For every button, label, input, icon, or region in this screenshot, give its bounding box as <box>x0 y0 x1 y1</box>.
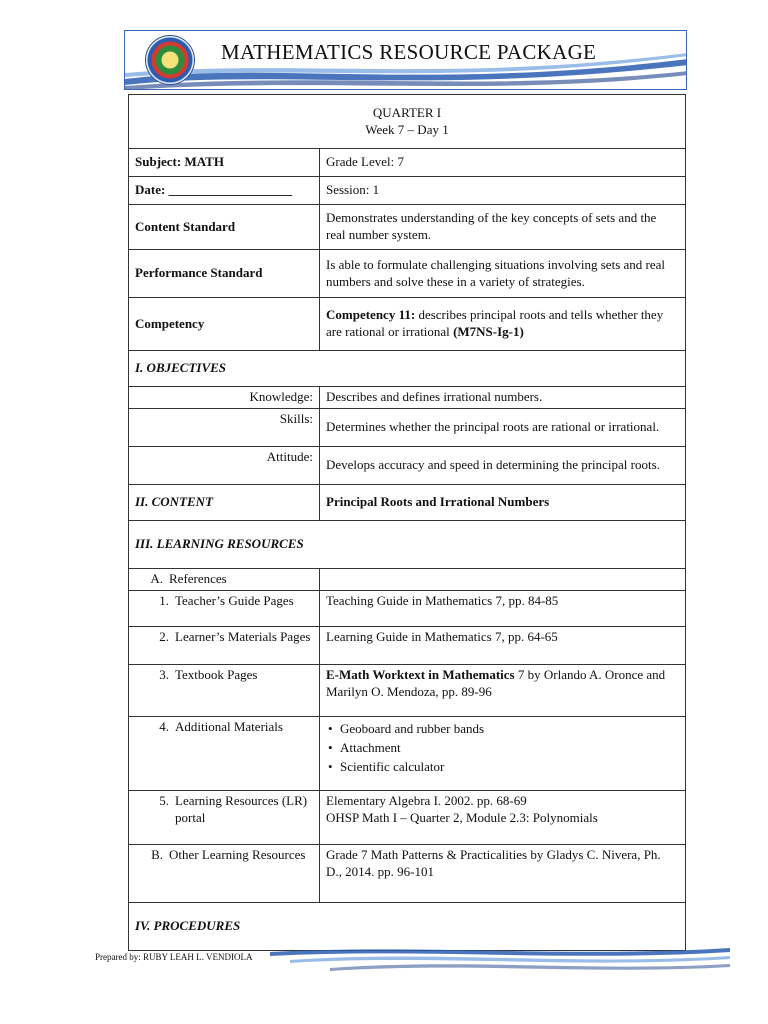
list-number: 2. <box>159 628 169 644</box>
deped-seal-icon <box>145 35 195 85</box>
objective-text: Develops accuracy and speed in determining the principal roots. <box>320 446 686 484</box>
objectives-heading: I. OBJECTIVES <box>129 351 686 387</box>
procedures-heading: IV. PROCEDURES <box>129 902 686 950</box>
footer-wave-decoration <box>270 940 730 976</box>
lr-portal-line: OHSP Math I – Quarter 2, Module 2.3: Polynomials <box>326 809 598 825</box>
resource-label-cell <box>129 664 320 716</box>
content-standard-label: Content Standard <box>129 205 320 250</box>
content-standard-text: Demonstrates understanding of the key concepts of sets and the real number system. <box>320 205 686 250</box>
competency-label: Competency <box>129 298 320 351</box>
learning-resources-heading: III. LEARNING RESOURCES <box>129 520 686 568</box>
resource-label: Learner’s Materials Pages <box>175 628 311 644</box>
session-cell: Session: 1 <box>320 177 686 205</box>
performance-standard-label: Performance Standard <box>129 250 320 298</box>
content-heading: II. CONTENT <box>129 484 320 520</box>
competency-description: describes principal roots and tells whether they are rational or irrational <box>326 307 664 339</box>
resource-label-cell <box>129 590 320 626</box>
resource-label: Teacher’s Guide Pages <box>175 592 294 608</box>
content-text: Principal Roots and Irrational Numbers <box>320 484 686 520</box>
lr-portal-line: Elementary Algebra I. 2002. pp. 68-69 <box>326 792 527 808</box>
list-number: 3. <box>159 666 169 682</box>
resource-text: Learning Guide in Mathematics 7, pp. 64-65 <box>320 626 686 664</box>
resource-label: Additional Materials <box>175 718 283 734</box>
resource-label-cell <box>129 790 320 844</box>
objective-label: Skills: <box>129 408 320 446</box>
other-resources-cell <box>129 844 320 902</box>
objective-text: Describes and defines irrational numbers. <box>320 387 686 409</box>
page-header <box>124 30 687 90</box>
resource-label-cell <box>129 716 320 790</box>
performance-standard-text: Is able to formulate challenging situations involving sets and real numbers and solve these in a variety of strategies. <box>320 250 686 298</box>
quarter-row <box>129 95 686 149</box>
page-title: MATHEMATICS RESOURCE PACKAGE <box>221 40 597 64</box>
list-number: A. <box>150 570 163 586</box>
prepared-by: Prepared by: RUBY LEAH L. VENDIOLA <box>95 952 253 962</box>
objective-text: Determines whether the principal roots are rational or irrational. <box>320 408 686 446</box>
list-number: B. <box>151 846 163 862</box>
resource-label: Learning Resources (LR) portal <box>175 792 308 825</box>
competency-code: (M7NS-Ig-1) <box>453 324 524 339</box>
other-resources-label: Other Learning Resources <box>169 846 306 862</box>
resource-text <box>320 664 686 716</box>
lesson-plan-table <box>128 94 686 951</box>
list-item: • Scientific calculator <box>328 757 679 776</box>
textbook-title: E-Math Worktext in Mathematics <box>326 666 515 682</box>
resource-label-cell <box>129 626 320 664</box>
references-empty <box>320 568 686 590</box>
resource-text: Teaching Guide in Mathematics 7, pp. 84-85 <box>320 590 686 626</box>
list-item: • Attachment <box>328 738 679 757</box>
lr-portal-cell <box>320 790 686 844</box>
list-number: 5. <box>159 792 169 808</box>
week-day: Week 7 – Day 1 <box>365 121 449 137</box>
subject-cell: Subject: MATH <box>129 149 320 177</box>
competency-prefix: Competency 11: <box>326 307 416 323</box>
date-cell: Date: ___________________ <box>129 177 320 205</box>
objective-label: Knowledge: <box>129 387 320 409</box>
grade-level-cell: Grade Level: 7 <box>320 149 686 177</box>
textbook-details: 7 by Orlando A. Oronce and Marilyn O. Mendoza, pp. 89-96 <box>326 666 666 699</box>
quarter-title: QUARTER I <box>372 104 442 120</box>
list-number: 4. <box>159 718 169 734</box>
list-number: 1. <box>159 592 169 608</box>
list-item: • Geoboard and rubber bands <box>328 719 679 738</box>
other-resources-text: Grade 7 Math Patterns & Practicalities by Gladys C. Nivera, Ph. D., 2014. pp. 96-101 <box>320 844 686 902</box>
additional-materials-cell <box>320 716 686 790</box>
references-label: References <box>169 570 227 586</box>
references-cell <box>129 568 320 590</box>
resource-label: Textbook Pages <box>175 666 258 682</box>
competency-text <box>320 298 686 351</box>
objective-label: Attitude: <box>129 446 320 484</box>
materials-list <box>326 719 679 776</box>
